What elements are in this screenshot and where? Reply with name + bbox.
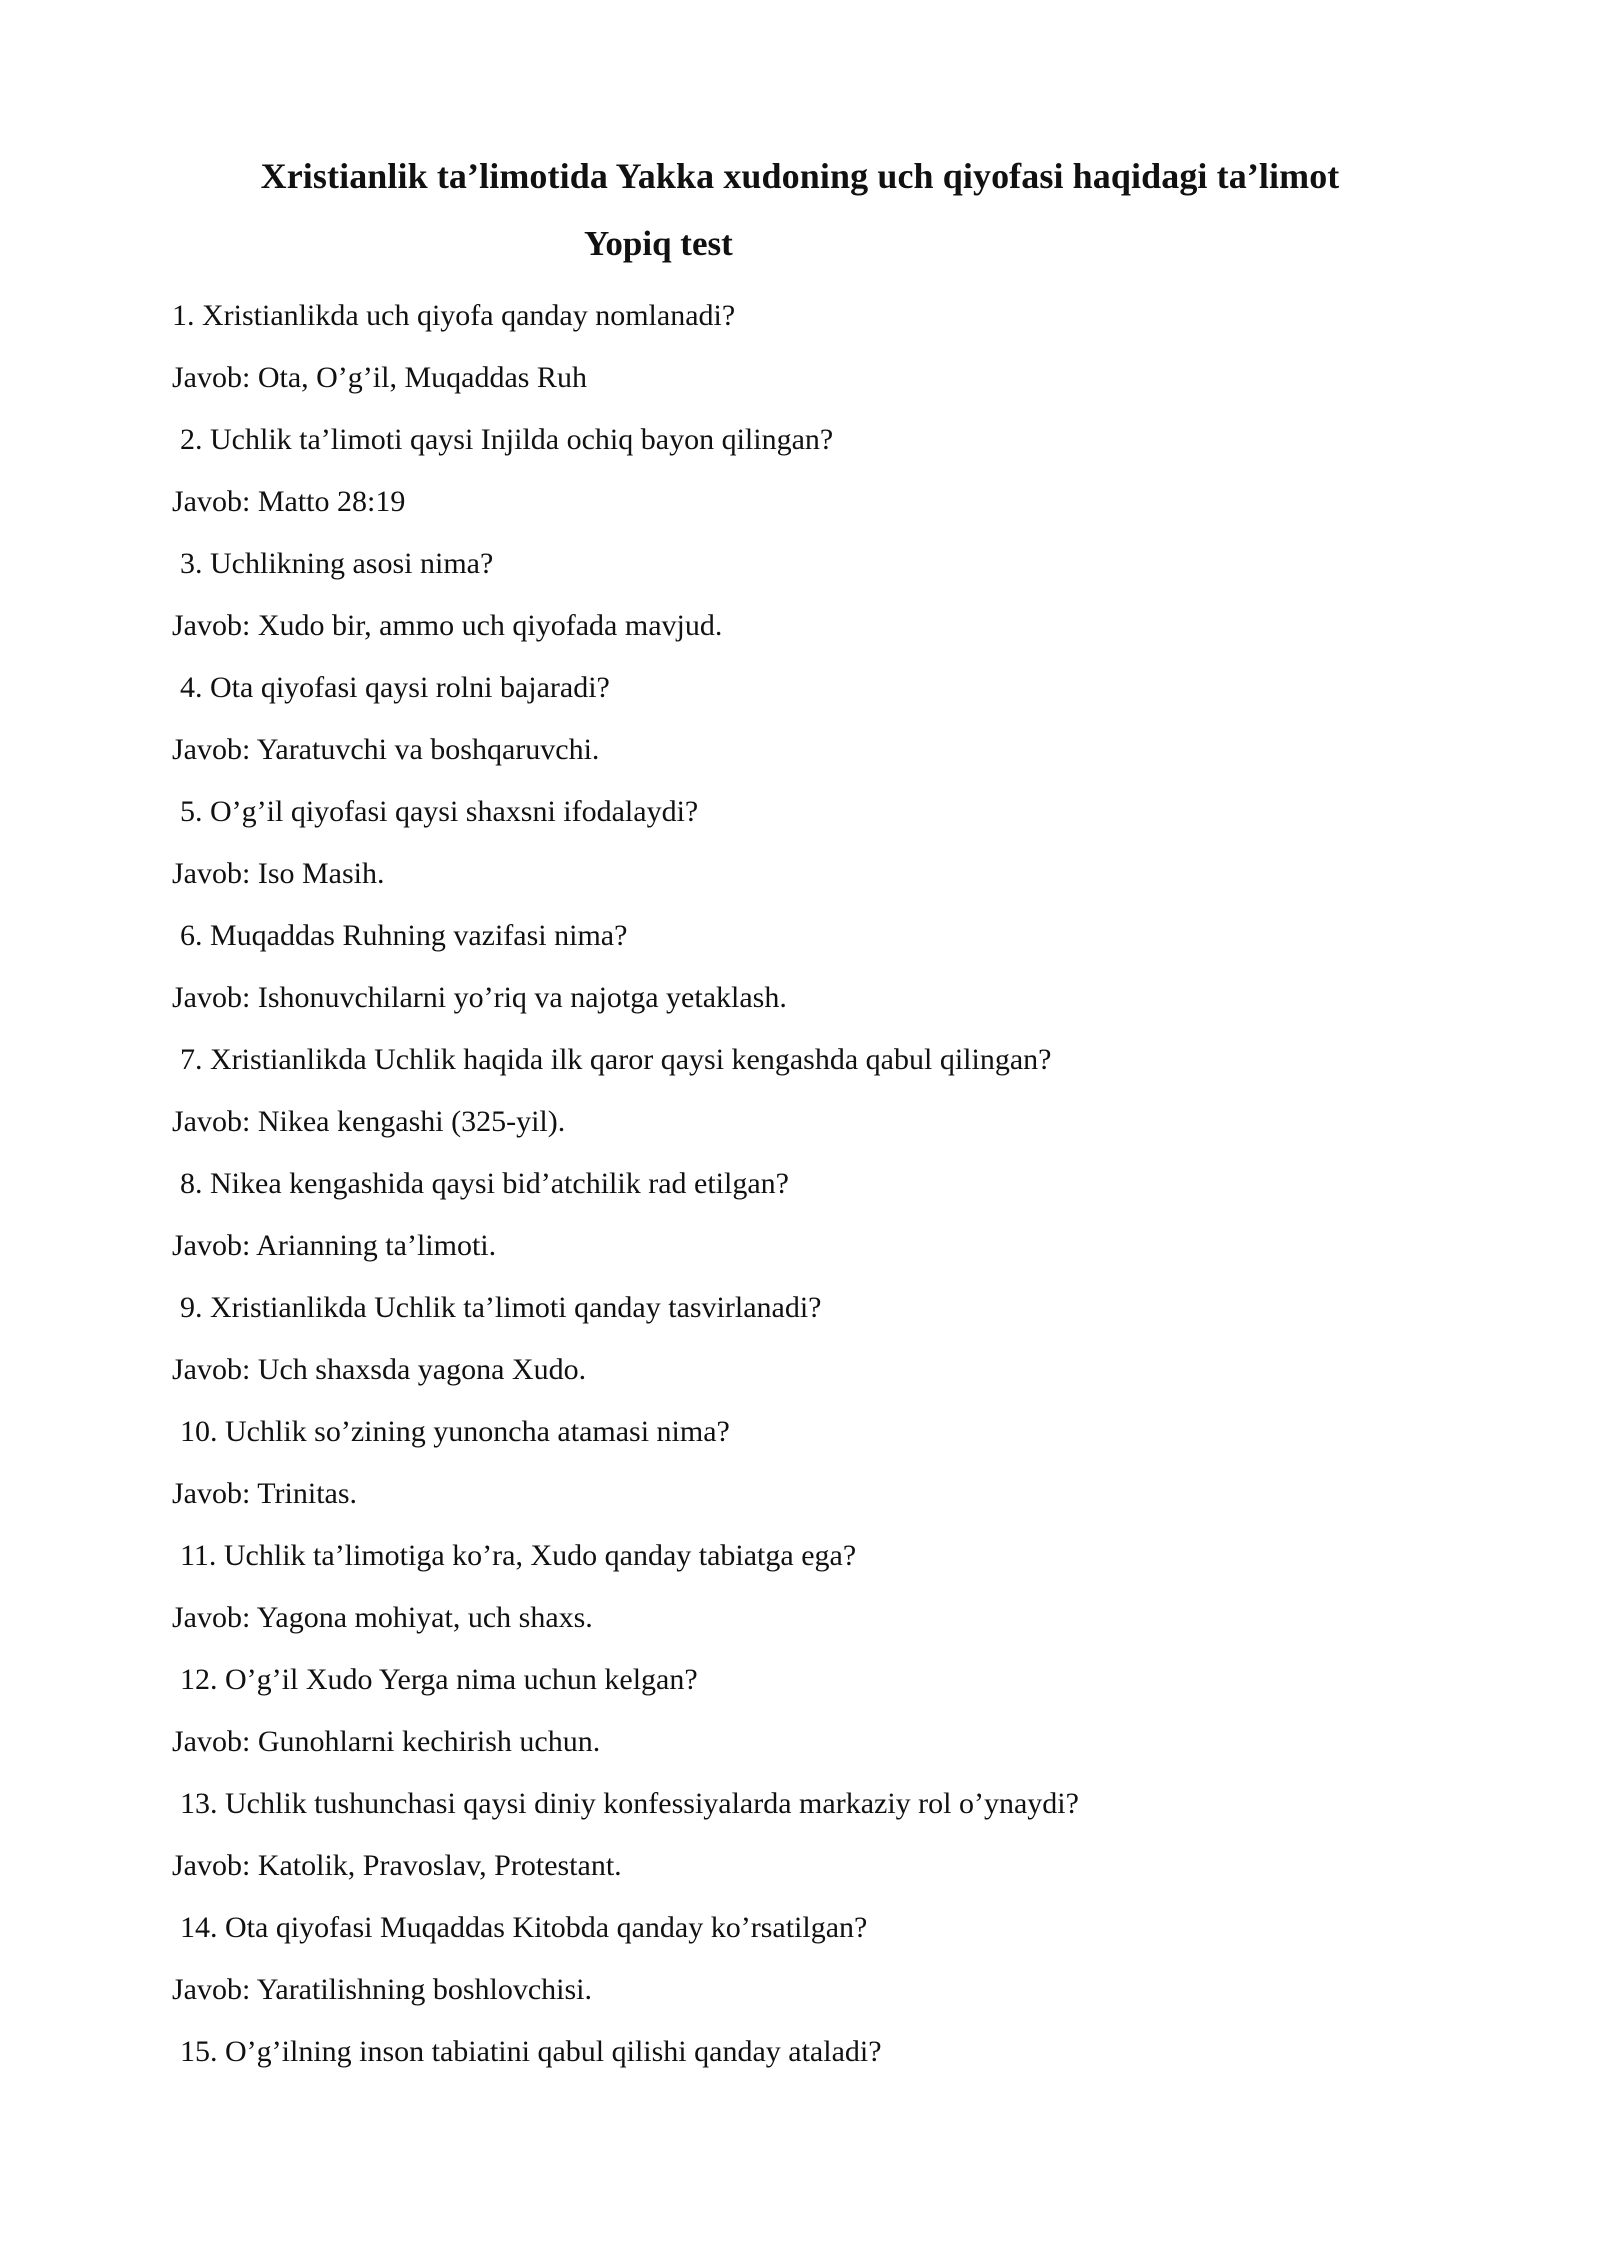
document-title: Xristianlik ta’limotida Yakka xudoning uch qiyofasi haqidagi ta’limot — [260, 156, 1340, 196]
question-11: 11. Uchlik ta’limotiga ko’ra, Xudo qanday tabiatga ega? — [180, 1539, 857, 1572]
question-10: 10. Uchlik so’zining yunoncha atamasi nima? — [180, 1415, 730, 1448]
answer-2: Javob: Matto 28:19 — [172, 485, 406, 518]
answer-12: Javob: Gunohlarni kechirish uchun. — [172, 1725, 601, 1758]
answer-13: Javob: Katolik, Pravoslav, Protestant. — [172, 1849, 622, 1882]
question-14: 14. Ota qiyofasi Muqaddas Kitobda qanday ko’rsatilgan? — [180, 1911, 868, 1944]
answer-9: Javob: Uch shaxsda yagona Xudo. — [172, 1353, 587, 1386]
question-6: 6. Muqaddas Ruhning vazifasi nima? — [180, 919, 628, 952]
answer-8: Javob: Arianning ta’limoti. — [172, 1229, 497, 1262]
question-13: 13. Uchlik tushunchasi qaysi diniy konfessiyalarda markaziy rol o’ynaydi? — [180, 1787, 1079, 1820]
answer-3: Javob: Xudo bir, ammo uch qiyofada mavjud. — [172, 609, 723, 642]
answer-14: Javob: Yaratilishning boshlovchisi. — [172, 1973, 593, 2006]
answer-5: Javob: Iso Masih. — [172, 857, 385, 890]
question-12: 12. O’g’il Xudo Yerga nima uchun kelgan? — [180, 1663, 698, 1696]
question-7: 7. Xristianlikda Uchlik haqida ilk qaror qaysi kengashda qabul qilingan? — [180, 1043, 1052, 1076]
question-5: 5. O’g’il qiyofasi qaysi shaxsni ifodalaydi? — [180, 795, 699, 828]
question-8: 8. Nikea kengashida qaysi bid’atchilik rad etilgan? — [180, 1167, 789, 1200]
question-1: 1. Xristianlikda uch qiyofa qanday nomlanadi? — [172, 299, 736, 332]
question-4: 4. Ota qiyofasi qaysi rolni bajaradi? — [180, 671, 610, 704]
question-15: 15. O’g’ilning inson tabiatini qabul qilishi qanday ataladi? — [180, 2035, 882, 2068]
answer-1: Javob: Ota, O’g’il, Muqaddas Ruh — [172, 361, 587, 394]
answer-6: Javob: Ishonuvchilarni yo’riq va najotga yetaklash. — [172, 981, 787, 1014]
answer-11: Javob: Yagona mohiyat, uch shaxs. — [172, 1601, 593, 1634]
question-9: 9. Xristianlikda Uchlik ta’limoti qanday tasvirlanadi? — [180, 1291, 822, 1324]
question-3: 3. Uchlikning asosi nima? — [180, 547, 494, 580]
document-subtitle: Yopiq test — [584, 224, 733, 263]
answer-7: Javob: Nikea kengashi (325-yil). — [172, 1105, 566, 1138]
answer-4: Javob: Yaratuvchi va boshqaruvchi. — [172, 733, 600, 766]
answer-10: Javob: Trinitas. — [172, 1477, 358, 1510]
question-list — [0, 285, 1600, 2083]
question-2: 2. Uchlik ta’limoti qaysi Injilda ochiq bayon qilingan? — [180, 423, 834, 456]
